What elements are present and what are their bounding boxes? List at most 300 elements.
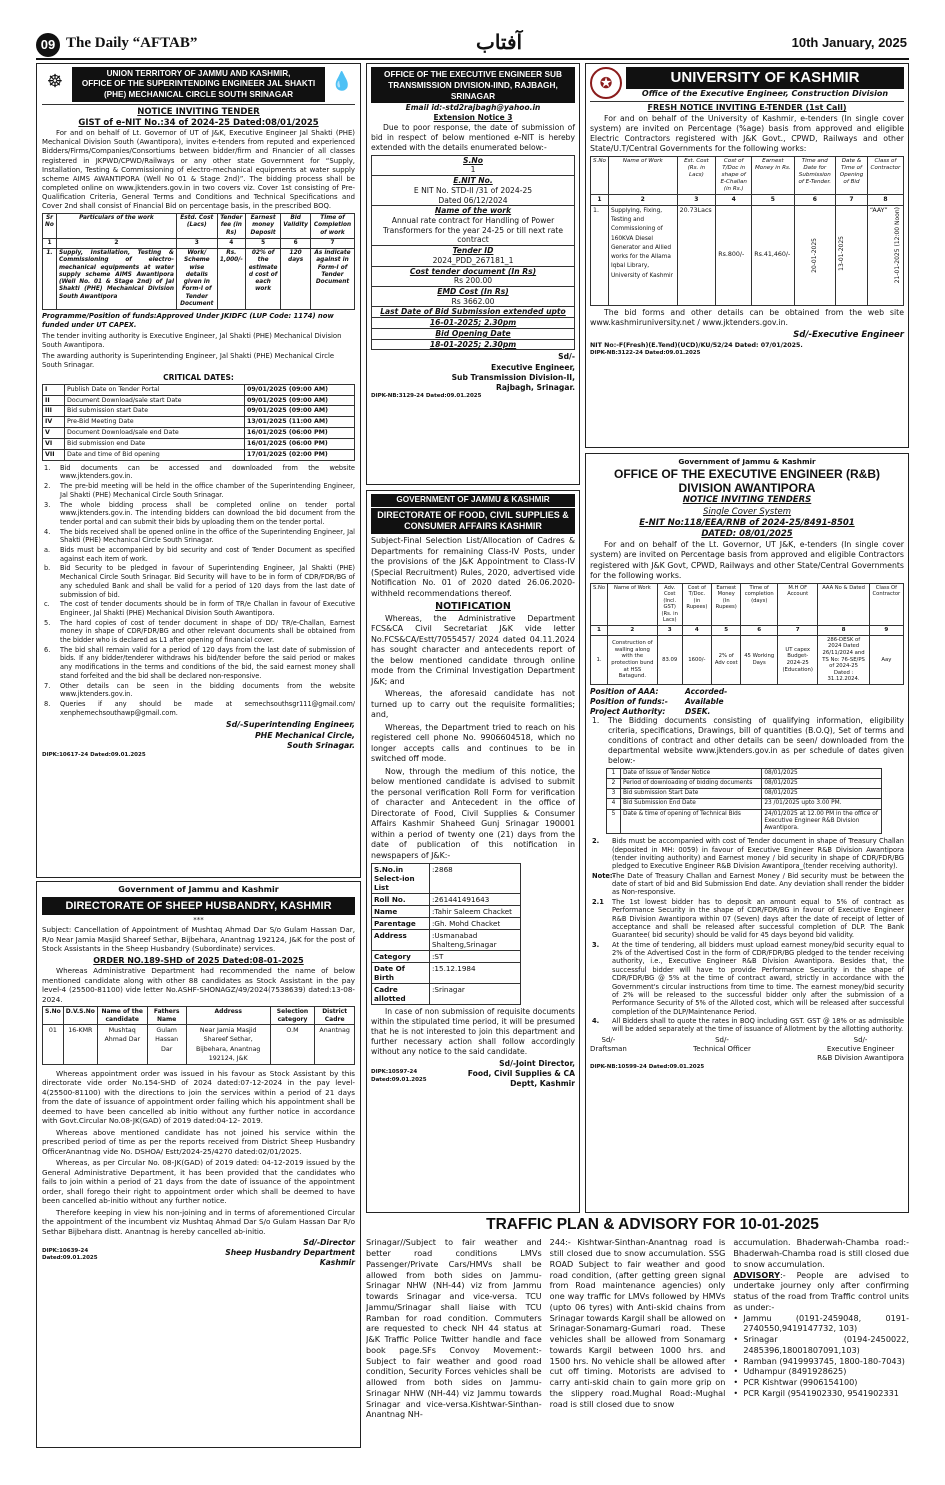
sheep-p4: Whereas, as per Circular No. 08-JK(GAD) of 2019 dated: 04-12-2019 issued by the General Administrative Department, it has been provided that the candidates who fails to join within a period of 21 days from the date of issuance of the appointment order, shall forego their right to appointment order which shall be deemed to have been cancelled ab-initio without any further notice. [42,1158,355,1206]
sub-detail-row: E.NIT No. [372,175,574,186]
sub-title: OFFICE OF THE EXECUTIVE ENGINEER SUB TRANSMISSION DIVISION-IIND, RAJBAGH, SRINAGAR [371,67,575,103]
term-text: Bids must be accompanied with cost of Tender document in shape of Treasury Challan (deposited in MH: 0059) in favour of Executive Engineer R&B Division Awantipora (tender inviting authority) and Earnest money / bid security in shape of CDR/FDR/BG pledged to Executive Engineer R&B Division Awantipora_(tender receiving authority). [612,837,904,871]
sub-detail-row: EMD Cost (In Rs) [372,286,574,297]
cell: Roll No. [372,894,430,906]
food-notification-title: NOTIFICATION [435,601,511,613]
table-cell: 286-DESK of 2024 Dated 26/11/2024 and TS No: 76-SE/PS of 2024-25 Dated : 31.12.2024. [818,635,869,684]
rnb-term-item [590,837,904,871]
contact-text: PCR Kargil (9541902330, 9541902331 [743,1387,899,1398]
critical-date-row [43,449,355,460]
food-detail-row [372,918,521,930]
emblem-icon: ☸ [46,71,64,93]
table-header-cell: Fathers Name [147,1007,186,1025]
table-cell: 1. [591,635,608,684]
phe-term-item [42,682,355,699]
table-number-cell: 7 [311,238,355,248]
sub-detail-row: S.No [463,155,483,165]
contact-text: Udhampur (8491928625) [743,1366,847,1377]
traffic-col-2: 244:- Kishtwar-Sinthan-Anantnag road is still closed due to snow accumulation. SSG ROAD Subject to fair weather and good road condition, (after getting green signal from Road maintenance agencies) only one way traffic for LMVs followed by HMVs (upto 06 tyres) with Anti-skid chains from Srinagar towards Kargil shall be allowed on Srinagar-Sonamarg-Gumari road. These vehicles shall be allowed from Sonamarg towards Kargil between 1000 hrs. and 1500 hrs. No vehicle shall be allowed after cut off timing. Motorists are advised to carry anti-skid chain to gain more grip on the slippery road.Mughal Road:-Mughal road is still closed due to snow [549,1237,726,1409]
rnb-position-block [590,687,904,716]
critical-date-row [43,428,355,439]
table-cell: O.M [270,1025,315,1065]
table-cell: Construction of walling along with the protection bund at HSS Batagund. [608,635,658,684]
traffic-col-1: Srinagar//Subject to fair weather and better road conditions LMVs Passenger/Private Cars/HMVs shall be allowed from both sides on Jammu-Srinagar NHW (NH-44) viz from Jammu towards Srinagar and vice-versa. TCU Jammu/Srinagar shall liaise with TCU Ramban for road condition. Commuters are requested to check NH 44 status at J&K Traffic Police Twitter handle and face book page.SFs Convoy Movement:- Subject to fair weather and good road condition, Security Forces vehicles shall be allowed from both sides on Jammu-Srinagar NHW (NH-44) viz Jammu towards Srinagar and vice-versa.Kishtwar-Sinthan-Anantnag NH- [366,1237,542,1420]
cell: Date and time of Bid opening [65,449,245,460]
paper-name: The Daily “AFTAB” [66,35,198,51]
food-title: DIRECTORATE OF FOOD, CIVIL SUPPLIES & CONSUMER AFFAIRS KASHMIR [371,508,575,535]
position-value: Accorded- [685,687,728,697]
gist-heading: GIST of e-NIT No.:34 of 2024-25 Dated:08/01/2025 [78,117,319,128]
table-number-cell: 6 [281,238,311,248]
sheep-subject: Subject: Cancellation of Appointment of Mushtaq Ahmad Dar S/o Gulam Hassan Dar, R/o Near Jamia Masjid Shareef Sethar, Bijbehara, Anantnag 192124, J&K for the post of Stock Assistants in the Sheep Husbandry (Subordinate) services. [42,925,355,954]
table-number-cell: 1 [591,625,608,635]
issue-date: 10th January, 2025 [791,35,907,50]
table-number-cell: 5 [712,625,741,635]
table-number-cell: 3 [677,195,716,206]
table-header-cell: Cost of T/Doc. (in Rupees) [682,583,711,625]
table-number-cell: 2 [608,195,677,206]
table-number-cell: 7 [836,195,868,206]
table-number-cell: 4 [682,625,711,635]
advisory-text: :- People are advised to undertake journey only after confirming status of the road from Traffic control units as under:- [733,1269,909,1312]
rnb-dates-table [606,768,882,835]
table-cell: 01 [43,1025,64,1065]
term-number: 6. [44,645,51,654]
uok-intro: For and on behalf of the University of Kashmir, e-tenders (In single cover system) are invited on Percentage (%age) basis from approved and eligible Electric Contractors registered with J&K Govt., CPWD, Railways and other State/U.T/Central Governments for the following works: [590,113,904,154]
table-header-cell: S.No [591,157,609,195]
table-header-cell: Class Of Contractor [869,583,903,625]
table-header-cell: District Cadre [315,1007,355,1025]
term-number: 3. [592,940,600,949]
table-number-cell: 1 [43,238,57,248]
masthead [36,30,909,60]
sub-detail-row: Rs 3662.00 [451,296,495,306]
cell: :2868 [430,864,521,894]
sub-detail-row: Last Date of Bid Submission extended upto [372,306,574,317]
sub-detail-row: E NIT No. STD-II /31 of 2024-25 [413,185,533,195]
term-text: The 1st lowest bidder has to deposit an amount equal to 5% of contract as Performance Security in the shape of CDR/FDR/BG in favour of Executive Engineer R&B Division Awantipora within 07 (Seven) days after the date of receipt of letter of acceptance and shall be released after successful completion of DLP. The Bank Guarantee( bid security) should be valid for 45 days beyond bid validity. [612,897,904,940]
sub-extension: Extension Notice 3 [433,113,513,123]
term-text: Other details can be seen in the bidding documents from the website www.jktenders.gov.in. [60,681,355,699]
table-header-cell: Name of Work [608,157,677,195]
term-number: a. [44,546,51,555]
contact-item [733,1388,909,1399]
cell: 2 [607,778,621,788]
phe-term-item [42,646,355,681]
advisory-label: ADVISORY [733,1269,780,1280]
cell: Address [372,930,430,951]
funding-text: Programme/Position of funds:Approved Under JKIDFC (LUP Code: 1174) now funded under UT CAPEX. [42,311,334,329]
cell: :Tahir Saleem Chacket [430,906,521,918]
cell: :15.12.1984 [430,963,521,984]
sheep-p3: Whereas above mentioned candidate has not joined his service within the prescribed period of time as per the reports received from District Sheep Husbandry OfficerAnantnag vide No. DSHOA/ Estt/2024-25/4270 dated:02/01/2025. [42,1127,355,1156]
term-number: Note:- [592,871,616,880]
sub-detail-row: 18-01-2025; 2.30pm [372,339,574,350]
traffic-contact-list [733,1313,909,1399]
food-detail-row [372,984,521,1005]
phe-term-item [42,700,355,717]
phe-signature: Sd/-Superintending Engineer, PHE Mechanical Circle, South Srinagar. [226,720,355,751]
food-detail-row [372,951,521,963]
term-text: At the time of tendering, all bidders must upload earnest money/bid security equal to 2% of the Advertised Cost in the form of CDR/FDR/BG pledged to the tender receiving authority, i.e., Executive Engineer R&B Division Awantipora. Besides that, the successful bidder will have to provide Performance Security in the shape of CDR/FDR/BG @ 5% at the time of contract award, strictly in accordance with the Government's circular instructions from time to time. The earnest money/bid security of 2% will be released to the successful bidder only after the submission of a Performance Security of 5% of the Alloted cost, which will be released after successful completion of the DLP/Maintenance Period. [612,940,904,1016]
table-header-cell: Name of the candidate [97,1007,147,1025]
sub-detail-row: 2024_PDD_267181_1 [432,255,514,265]
contact-item [733,1366,909,1377]
cell: 09/01/2025 (09:00 AM) [245,384,355,395]
bullet-icon: • [733,1355,739,1366]
term-text: All Bidders shall to quote the rates in BOQ including GST. GST @ 18% or as admissible will be added separately at the time of issuance of Allotment by the allotting authority. [612,1017,904,1034]
cell: Date of Issue of Tender Notice [621,768,762,778]
term-number: 3. [44,500,51,509]
table-cell: Mushtaq Ahmad Dar [97,1025,147,1065]
term-number: 4. [592,1017,600,1026]
sheep-notice [36,881,361,1448]
table-number-cell: 8 [867,195,903,206]
table-header-cell: Selection category [270,1007,315,1025]
term-text: The hard copies of cost of tender document in shape of DD/ TR/e-Challan, Earnest money in shape of CDR/FDR/BG and other relevant documents shall be obtained from the bidder who is declared as L1 after opening of financial cover. [60,618,355,645]
table-cell: 1600/- [682,635,711,684]
rnb-single-cover: Single Cover System [702,506,792,517]
table-header-cell: Earnest Money (In Rupees) [712,583,741,625]
table-number-cell: 7 [778,625,818,635]
table-cell: Near Jamia Masjid Shareef Sethar, Bijbehara, Anantnag 192124, J&K [186,1025,270,1065]
table-number-cell: 5 [752,195,794,206]
sub-details-box [371,155,575,351]
table-cell: UT capex Budget-2024-25 (Education) [778,635,818,684]
cell: IV [43,417,65,428]
table-cell: 16-KMR [63,1025,97,1065]
food-p3: Whereas, the Department tried to reach on his registered cell phone No. 9906604518, which no longer accepts calls and continues to be in switched off mode. [371,722,575,764]
sub-detail-row: Rs 200.00 [453,276,493,286]
table-cell: Aay [869,635,903,684]
position-label: Position of funds:- [590,696,668,706]
cell: Publish Date on Tender Portal [65,384,245,395]
cell: 24/01/2025 at 12.00 PM in the office of Executive Engineer R&B Division Awantipora. [762,809,882,834]
sheep-p1: Whereas Administrative Department had recommended the name of below mentioned candidate along with other 88 candidates as Stock Assistant in the pay level-4 (25500-81100) vide letter No.ASHF-SHONAGZ/49/2024(7538639) dated:13-08-2024. [42,966,355,1004]
sub-detail-row: 1 [470,165,476,175]
phe-term-item [42,528,355,545]
bullet-icon: • [733,1366,739,1377]
traffic-title: TRAFFIC PLAN & ADVISORY FOR 10-01-2025 [486,1216,819,1233]
cell: 16/01/2025 (06:00 PM) [245,428,355,439]
critical-date-row [43,384,355,395]
table-number-cell: 9 [869,625,903,635]
cell: 5 [607,809,621,834]
term-number: 5. [44,618,51,627]
cell: 13/01/2025 (11:00 AM) [245,417,355,428]
bullet-icon: • [733,1387,739,1398]
sheep-order: ORDER NO.189-SHD of 2025 Dated:08-01-2025 [93,955,304,965]
table-header-cell: Particulars of the work [56,214,176,239]
sub-signature: Sd/- Executive Engineer, Sub Transmission Division-II, Rajbagh, Srinagar. [451,352,575,393]
term-number: 2. [592,837,600,846]
table-number-cell: 6 [741,625,778,635]
date-row [607,799,882,809]
date-row [607,789,882,799]
table-header-cell: Earnest Money in Rs. [752,157,794,195]
cell: Category [372,951,430,963]
term-text: The bid shall remain valid for a period of 120 days from the last date of submission of bids. If any bidder/tenderer withdraws his bid/tender before the said period or makes any modifications in the terms and conditions of the bid, the said earnest money shall stand forfeited and the bid shall be declared non-responsive. [60,645,355,680]
term-text: Bid documents can be accessed and downloaded from the website www.jktenders.gov.in. [60,463,355,481]
food-signature: Sd/-Joint Director, Food, Civil Supplies & CA Deptt, Kashmir DIPK:10597-24 Dated:09.01.2025 [371,1059,575,1089]
table-header-cell: Sr No [43,214,57,239]
cell: :Usmanabad Shalteng,Srinagar [430,930,521,951]
cell: Name [372,906,430,918]
food-detail-row [372,894,521,906]
term-text: Bids must be accompanied by bid security and cost of Tender Document as specified against each item of work. [60,546,355,563]
food-detail-row [372,906,521,918]
cell: :261441491643 [430,894,521,906]
sheep-p5: Therefore keeping in view his non-joining and in terms of aforementioned Circular the appointment of the incumbent viz Mushtaq Ahmad Dar S/o Gulam Hassan Dar R/o Sethar Bijbehara distt. Anantnag is hereby cancelled ab-initio. [42,1207,355,1236]
cell: Cadre allotted [372,984,430,1005]
page-number: 09 [36,33,60,57]
rnb-nit-heading: NOTICE INVITING TENDERS [682,495,812,506]
uok-dipk: DIPK-NB:3122-24 Dated:09.01.2025 [590,349,701,356]
sub-detail-row: Name of the work [372,205,574,216]
table-number-cell: 2 [608,625,658,635]
critical-date-row [43,438,355,449]
rnb-enit: E-NIT No:118/EEA/RNB of 2024-25/8491-8501 [639,517,855,528]
table-header-cell: Time of Completion of work [311,214,355,239]
food-detail-row [372,864,521,894]
contact-item [733,1334,909,1356]
phe-dipk: DIPK:10617-24 Dated:09.01.2025 [42,751,146,758]
position-label: Position of AAA: [590,687,659,697]
rnb-term-item [590,898,904,940]
cell: 09/01/2025 (09:00 AM) [245,395,355,406]
term-number: 1. [44,463,51,472]
sheep-stars: *** [193,916,204,925]
table-number-cell: 1 [591,195,609,206]
rnb-intro: For and on behalf of the Lt. Governor, UT J&K, e-tenders (In single cover system) are invited on Percentage basis from approved and eligible Contractors registered with J&K Govt, CPWD, Railways and other State/Central Governments for the following works. [590,540,904,580]
table-header-cell: Estd. Cost (Lacs) [176,214,217,239]
phe-header-line2: OFFICE OF THE SUPERINTENDING ENGINEER JAL SHAKTI [81,79,316,89]
table-cell: 1. [43,249,57,310]
rnb-dated: DATED: 08/01/2025 [701,529,793,540]
term-number: 2.1 [592,897,604,906]
date-row [607,778,882,788]
contact-text: Jammu (0191-2459048, 0191-2740550,9419147732, 103) [743,1312,909,1334]
phe-terms-list [42,464,355,718]
cell: Date & time of opening of Technical Bids [621,809,762,834]
table-header-cell: Tender fee (in Rs) [217,214,245,239]
table-cell: 83.09 [657,635,682,684]
phe-term-item [42,564,355,599]
cell: S.No.in Select-ion List [372,864,430,894]
term-text: Bid Security to be pledged in favour of Superintending Engineer, Jal Shakti (PHE) Mechanical Circle South Srinagar. Bid Security will have to be in form of CDR/FDR/BG of any scheduled Bank and shall be valid for a period of 120 days from the last date of submission of bid. [60,564,355,599]
sub-detail-row: Cost tender document (In Rs) [372,266,574,277]
sheep-candidate-table [42,1006,355,1065]
cell: :Srinagar [430,984,521,1005]
sub-detail-row: Annual rate contract for Handling of Power Transformers for the year 24-25 or till next rate contract [382,216,564,245]
phe-term-item [42,464,355,481]
term-number: c. [44,600,50,609]
uok-work-table: S.No Name of Work Est. Cost (Rs. in Lacs) Cost of T/Doc in shape of E-Challan (in Rs.) Earnest Money in Rs. Time and Date for Submission of E-Tender. Date & Time of Opening of Bid Class of Contractor 1 2 3 4 5 6 7 8 1. Supplying, Fixing, Testing and Commissioning of 160KVA Diesel Generator and Allied works for the Allama Iqbal Library, University of Kashmir 20.73Lacs Rs.800/- Rs.41,460/- 20-01-2025 13-01-2025 “AAY” 21-01-2025 (12:00 Noon) [590,156,904,305]
table-header-cell: Name of Work [608,583,658,625]
cell: Period of downloading of bidding documents [621,778,762,788]
position-value: Available [685,696,724,706]
uok-nit: NIT No:-F(Fresh)(E.Tend)(UCD)/KU/52/24 Dated: 07/01/2025. [590,341,803,349]
cell: Parentage [372,918,430,930]
cell: I [43,384,65,395]
traffic-col-3: accumulation. Bhaderwah-Chamba road:- Bhaderwah-Chamba road is still closed due to snow accumulation. [733,1237,909,1269]
sub-dipk: DIPK-NB:3129-24 Dated:09.01.2025 [371,393,482,400]
uok-notice [585,63,909,448]
rnb-terms-list [590,837,904,1034]
phe-intro: For and on behalf of Lt. Governor of UT of J&K, Executive Engineer Jal Shakti (PHE) Mechanical Division South (Awantipora), invites e-tenders from reputed and experienced Bidders/Firms/Companies/Consortiums between bidder/firm and Financier of all classes registered in JKPWD/CPWD/Railways or any other state Government for “Supply, Installation, Testing & Commissioning of electro-mechanical equipments at water supply scheme AIMS AWANTIPORA (Well No 01 & Stage 2nd)”. The bidding process shall be completed online on www.jktenders.gov.in in two covers viz. Cover 1st consisting of Pre-Qualification Criteria, General Terms and Conditions and Technical Specifications and Cover 2nd shall consist of Financial Bid on percentage basis, in the prescribed BOQ. [42,129,355,211]
phe-term-item [42,546,355,563]
term-text: The whole bidding process shall be completed online on tender portal www.jktenders.gov.in. The intending bidders can download the bid document from the tender portal and can submit their bids by uploading them on the tender portal. [60,500,355,526]
contact-text: Srinagar (0194-2450022, 2485396,18001807091,103) [743,1334,909,1355]
sub-email: Email id:-std2rajbagh@yahoo.in [405,103,541,113]
uok-title: UNIVERSITY OF KASHMIR [626,67,904,89]
sheep-p2: Whereas appointment order was issued in his favour as Stock Assistant by this directorate vide order No.154-SHD of 2024 dated:07-12-2024 in the pay level-4(25500-81100) with the directions to join the services within a period of 21 days from the date of issuance of appointment order failing which his appointment shall be deemed to have been cancelled ab initio without any further notice in accordance with Govt.Circular No.08-JK(GAD) of 2019 dated:04-12- 2019. [42,1068,355,1126]
food-p1: Whereas, the Administrative Department FCS&CA Civil Secretariat J&K vide letter No.FCS&CA/Estt/7055457/ 2024 dated 04.11.2024 has sought character and antecedents report of the below mentioned candidate through online mode from the Criminal Investigation Department J&K; and [371,613,575,686]
cell: VI [43,438,65,449]
term-text: Queries if any should be made at semechsouthsgr111@gmail.com/ xenphemechsouthawp@gmail.com. [60,699,355,717]
cell: :Gh. Mohd Chacket [430,918,521,930]
cell: V [43,428,65,439]
table-number-cell: 6 [794,195,836,206]
jal-shakti-logo-icon: 💧 [330,71,354,93]
table-header-cell: Class of Contractor [867,157,903,195]
table-header-cell: D.V.S.No [63,1007,97,1025]
bullet-icon: • [733,1377,739,1388]
term-number: 4. [44,527,51,536]
table-header-cell: Address [186,1007,270,1025]
sub-detail-row: 16-01-2025; 2.30pm [372,317,574,328]
table-header-cell: S.No [43,1007,64,1025]
traffic-advisory [366,1215,909,1449]
sheep-gov: Government of Jammu and Kashmir [118,885,279,894]
cell: 4 [607,799,621,809]
table-header-cell: AAA No & Dated [818,583,869,625]
food-p5: In case of non submission of requisite documents within the stipulated time period, it will be presumed that he is not interested to join this department and further necessary action shall follow accordingly without any notice to the said candidate. [371,1007,575,1057]
cell: Document Download/sale start Date [65,395,245,406]
table-cell: Gulam Hassan Dar [147,1025,186,1065]
awarding-authority: The awarding authority is Superintending Engineer, Jal Shakti (PHE) Mechanical Circle South Srinagar. [42,351,335,369]
table-number-cell: 3 [176,238,217,248]
uok-footer-text: The bid forms and other details can be obtained from the web site www.kashmiruniversity.net / www.jktenders.gov.in. [590,307,904,328]
cell: Bid submission Start Date [621,789,762,799]
table-number-cell: 8 [818,625,869,635]
table-header-cell: Cost of T/Doc in shape of E-Challan (in Rs.) [716,157,752,195]
table-cell: Supply, Installation, Testing & Commissioning of electro-mechanical equipments at water supply scheme AIMS Awantipora (Well No. 01 & Stage 2nd) of Jal Shakti (PHE) Mechanical Division South Awantipora [56,249,176,310]
term-text: The Date of Treasury Challan and Earnest Money / Bid security must be between the date of start of bid and Bid Submission End date. Any deviation shall render the bidder as Non-responsive. [612,871,904,897]
food-notice [366,490,580,1213]
position-row [590,707,904,717]
cell: II [43,395,65,406]
paper-logo: آفتاب [476,30,523,54]
cell: 16/01/2025 (06:00 PM) [245,438,355,449]
critical-date-row [43,417,355,428]
sheep-signature: Sd/-Director Sheep Husbandry Department Kashmir DIPK:10639-24 Dated:09.01.2025 [42,1238,355,1268]
cell: Pre-Bid Meeting Date [65,417,245,428]
cell: 08/01/2025 [762,789,882,799]
position-label: Project Authority: [590,706,666,716]
table-header-cell: Est. Cost (Rs. in Lacs) [677,157,716,195]
term-text: The cost of tender documents should be in form of TR/e Challan in favour of Executive Engineer, Jal Shakti (PHE) Mechanical Division South Awantipora. [60,600,355,617]
critical-dates-table [42,384,355,461]
term-text: The bids received shall be opened online in the office of the Superintending Engineer, Jal Shakti (PHE) Mechanical Circle South Srinagar. [60,527,355,545]
term-number: b. [44,564,51,573]
phe-header-line1: UNION TERRITORY OF JAMMU AND KASHMIR, [106,69,291,78]
rnb-gov: Government of Jammu & Kashmir [678,457,816,466]
contact-item [733,1313,909,1335]
position-row [590,697,904,707]
sub-detail-row: Dated 06/12/2024 [438,195,508,205]
table-header-cell: Earnest money Deposit [245,214,280,239]
position-row [590,687,904,697]
cell: Document Download/sale end Date [65,428,245,439]
rnb-term-item [590,941,904,1016]
cell: VII [43,449,65,460]
phe-term-item [42,501,355,527]
cell: Bid submission end Date [65,438,245,449]
uok-subtitle: Office of the Executive Engineer, Construction Division [641,88,889,98]
uok-fresh-notice: FRESH NOTICE INVITING E-TENDER (1st Call) [647,103,847,113]
sub-transmission-notice [366,63,580,485]
food-gov: GOVERNMENT OF JAMMU & KASHMIR [371,494,575,508]
university-seal-icon: ✪ [590,67,622,99]
phe-work-table [42,213,355,310]
date-row [607,809,882,834]
term-number: 8. [44,699,51,708]
contact-text: Ramban (9419993745, 1800-180-7043) [743,1355,905,1366]
cell: Date Of Birth [372,963,430,984]
uok-signature: Sd/-Executive Engineer [793,330,904,341]
table-header-cell: Time of completion (days) [741,583,778,625]
date-row [607,768,882,778]
cell: Bid submission start Date [65,406,245,417]
phe-term-item [42,482,355,499]
cell: 08/01/2025 [762,778,882,788]
table-cell: 120 days [281,249,311,310]
table-header-cell: Time and Date for Submission of E-Tender. [794,157,836,195]
table-number-cell: 2 [56,238,176,248]
rnb-title: OFFICE OF THE EXECUTIVE ENGINEER (R&B) DIVISION AWANTIPORA [613,466,880,496]
food-subject: Subject-Final Selection List/Allocation of Cadres & Departments for remaining Class-IV Posts, under the provisions of the J&K Appointment to Class-IV (Special Recruitment) Rules, 2020, advertised vide Notification No. 01 of 2020 dated 26.06.2020-withheld recommendations thereof. [371,536,575,598]
table-header-cell: M.H OF Account [778,583,818,625]
table-number-cell: 4 [217,238,245,248]
sub-intro: Due to poor response, the date of submission of bid in respect of below mentioned e-NIT is hereby extended with the details enumerated below:- [371,123,575,152]
table-cell: 2% of Adv cost [712,635,741,684]
table-cell: As indicate against in Form-I of Tender Document [311,249,355,310]
table-number-cell: 3 [657,625,682,635]
contact-item [733,1356,909,1367]
bullet-icon: • [733,1334,739,1345]
table-number-cell: 4 [716,195,752,206]
table-header-cell: Bid Validity [281,214,311,239]
phe-term-item [42,600,355,617]
cell: 1 [607,768,621,778]
table-header-cell: Adv. Cost (Incl. GST) (Rs. in Lacs) [657,583,682,625]
critical-date-row [43,406,355,417]
position-value: DSEK. [685,706,711,716]
sheep-title: DIRECTORATE OF SHEEP HUSBANDRY, KASHMIR [42,897,355,916]
phe-notice [36,63,361,878]
rnb-work-table [590,583,904,685]
table-cell: Anantnag [315,1025,355,1065]
term-number: 2. [44,482,51,491]
sub-detail-row: Tender ID [372,245,574,256]
food-detail-row [372,930,521,951]
tender-inviting-authority: The tender inviting authority is Executive Engineer, Jal Shakti (PHE) Mechanical Division South Awantipora. [42,331,342,349]
cell: Bid Submission End Date [621,799,762,809]
sub-detail-row: Bid Opening Date [372,328,574,339]
critical-date-row [43,395,355,406]
phe-header-line3: (PHE) MECHANICAL CIRCLE SOUTH SRINAGAR [103,89,294,99]
